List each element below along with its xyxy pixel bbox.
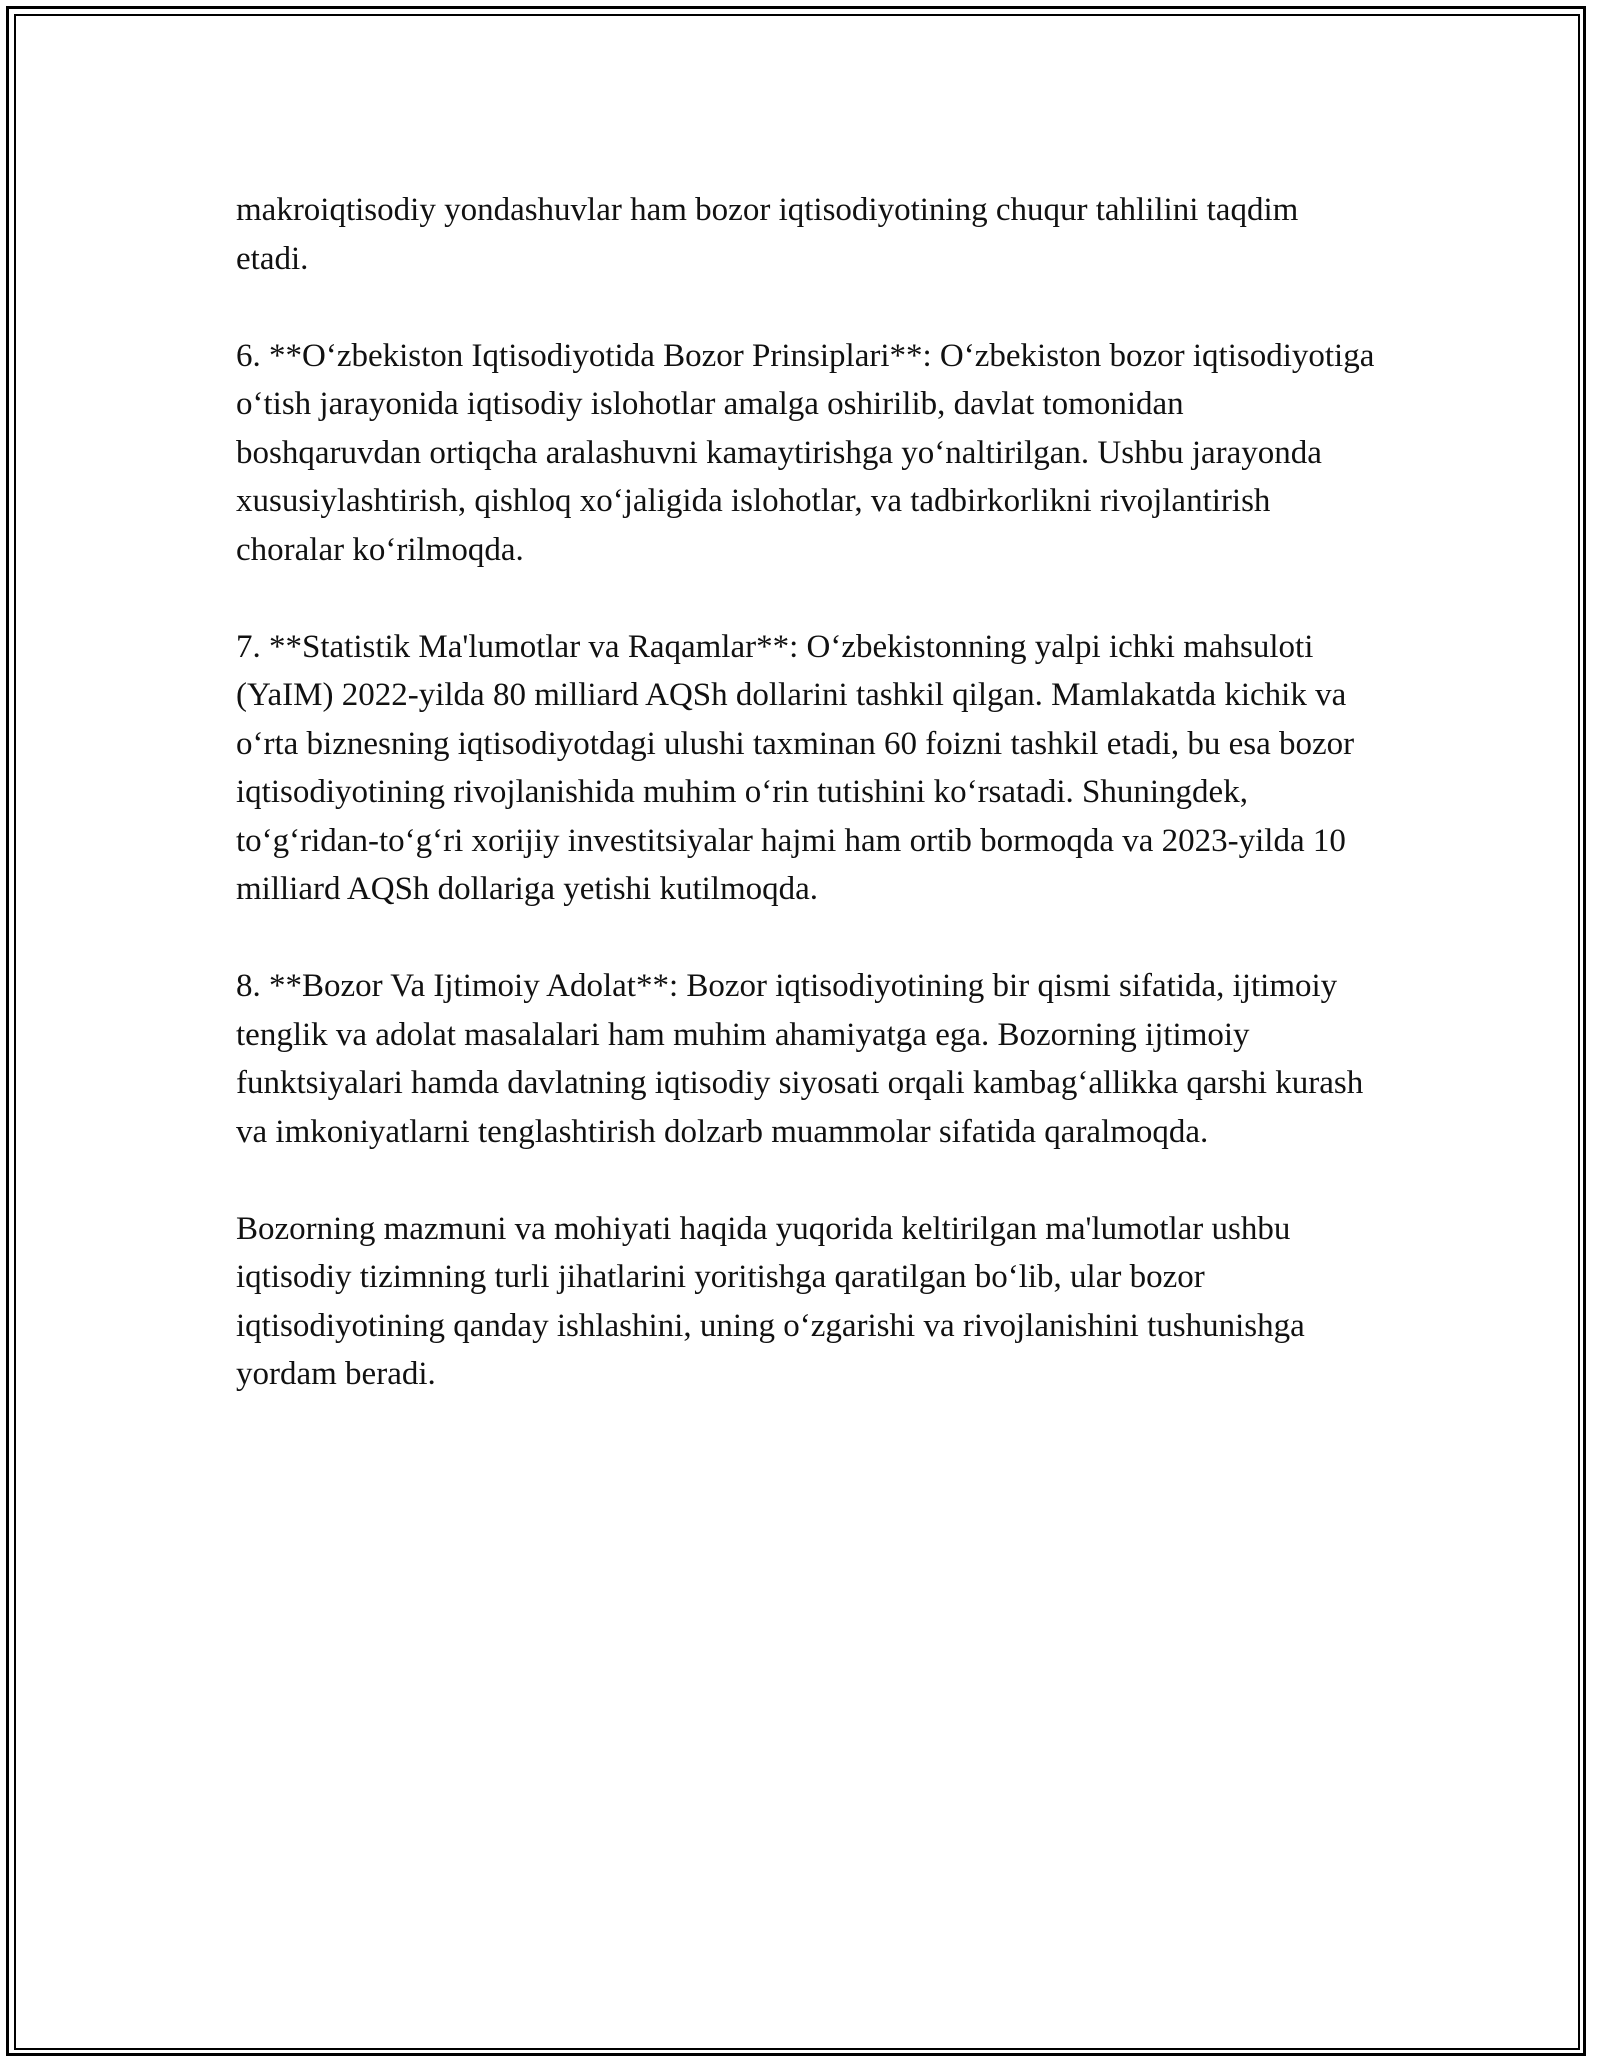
paragraph-item-7: 7. **Statistik Ma'lumotlar va Raqamlar**: O‘zbekistonning yalpi ichki mahsuloti (YaIM) 2022-yilda 80 milliard AQSh dollarini tashkil qilgan. Mamlakatda kichik va o‘rta biznesning iqtisodiyotdagi ulushi taxminan 60 foizni tashkil etadi, bu esa bozor iqtisodiyotining rivojlanishida muhim o‘rin tutishini ko‘rsatadi. Shuningdek, to‘g‘ridan-to‘g‘ri xorijiy investitsiyalar hajmi ham ortib bormoqda va 2023-yilda 10 milliard AQSh dollariga yetishi kutilmoqda.: [236, 628, 1355, 907]
paragraph-item-6: 6. **O‘zbekiston Iqtisodiyotida Bozor Prinsiplari**: O‘zbekiston bozor iqtisodiyotiga o‘tish jarayonida iqtisodiy islohotlar amalga oshirilib, davlat tomonidan boshqaruvdan ortiqcha aralashuvni kamaytirishga yo‘naltirilgan. Ushbu jarayonda xususiylashtirish, qishloq xo‘jaligida islohotlar, va tadbirkorlikni rivojlantirish choralar ko‘rilmoqda.: [236, 337, 1375, 568]
paragraph-conclusion: Bozorning mazmuni va mohiyati haqida yuqorida keltirilgan ma'lumotlar ushbu iqtisodiy tizimning turli jihatlarini yoritishga qaratilgan bo‘lib, ular bozor iqtisodiyotining qanday ishlashini, uning o‘zgarishi va rivojlanishini tushunishga yordam beradi.: [236, 1210, 1305, 1392]
paragraph-intro-continuation: makroiqtisodiy yondashuvlar ham bozor iqtisodiyotining chuqur tahlilini taqdim etadi.: [236, 192, 1299, 277]
paragraph-item-8: 8. **Bozor Va Ijtimoiy Adolat**: Bozor iqtisodiyotining bir qismi sifatida, ijtimoiy tenglik va adolat masalalari ham muhim ahamiyatga ega. Bozorning ijtimoiy funktsiyalari hamda davlatning iqtisodiy siyosati orqali kambag‘allikka qarshi kurash va imkoniyatlarni tenglashtirish dolzarb muammolar sifatida qaralmoqda.: [236, 968, 1364, 1150]
document-body: [236, 186, 1376, 1447]
